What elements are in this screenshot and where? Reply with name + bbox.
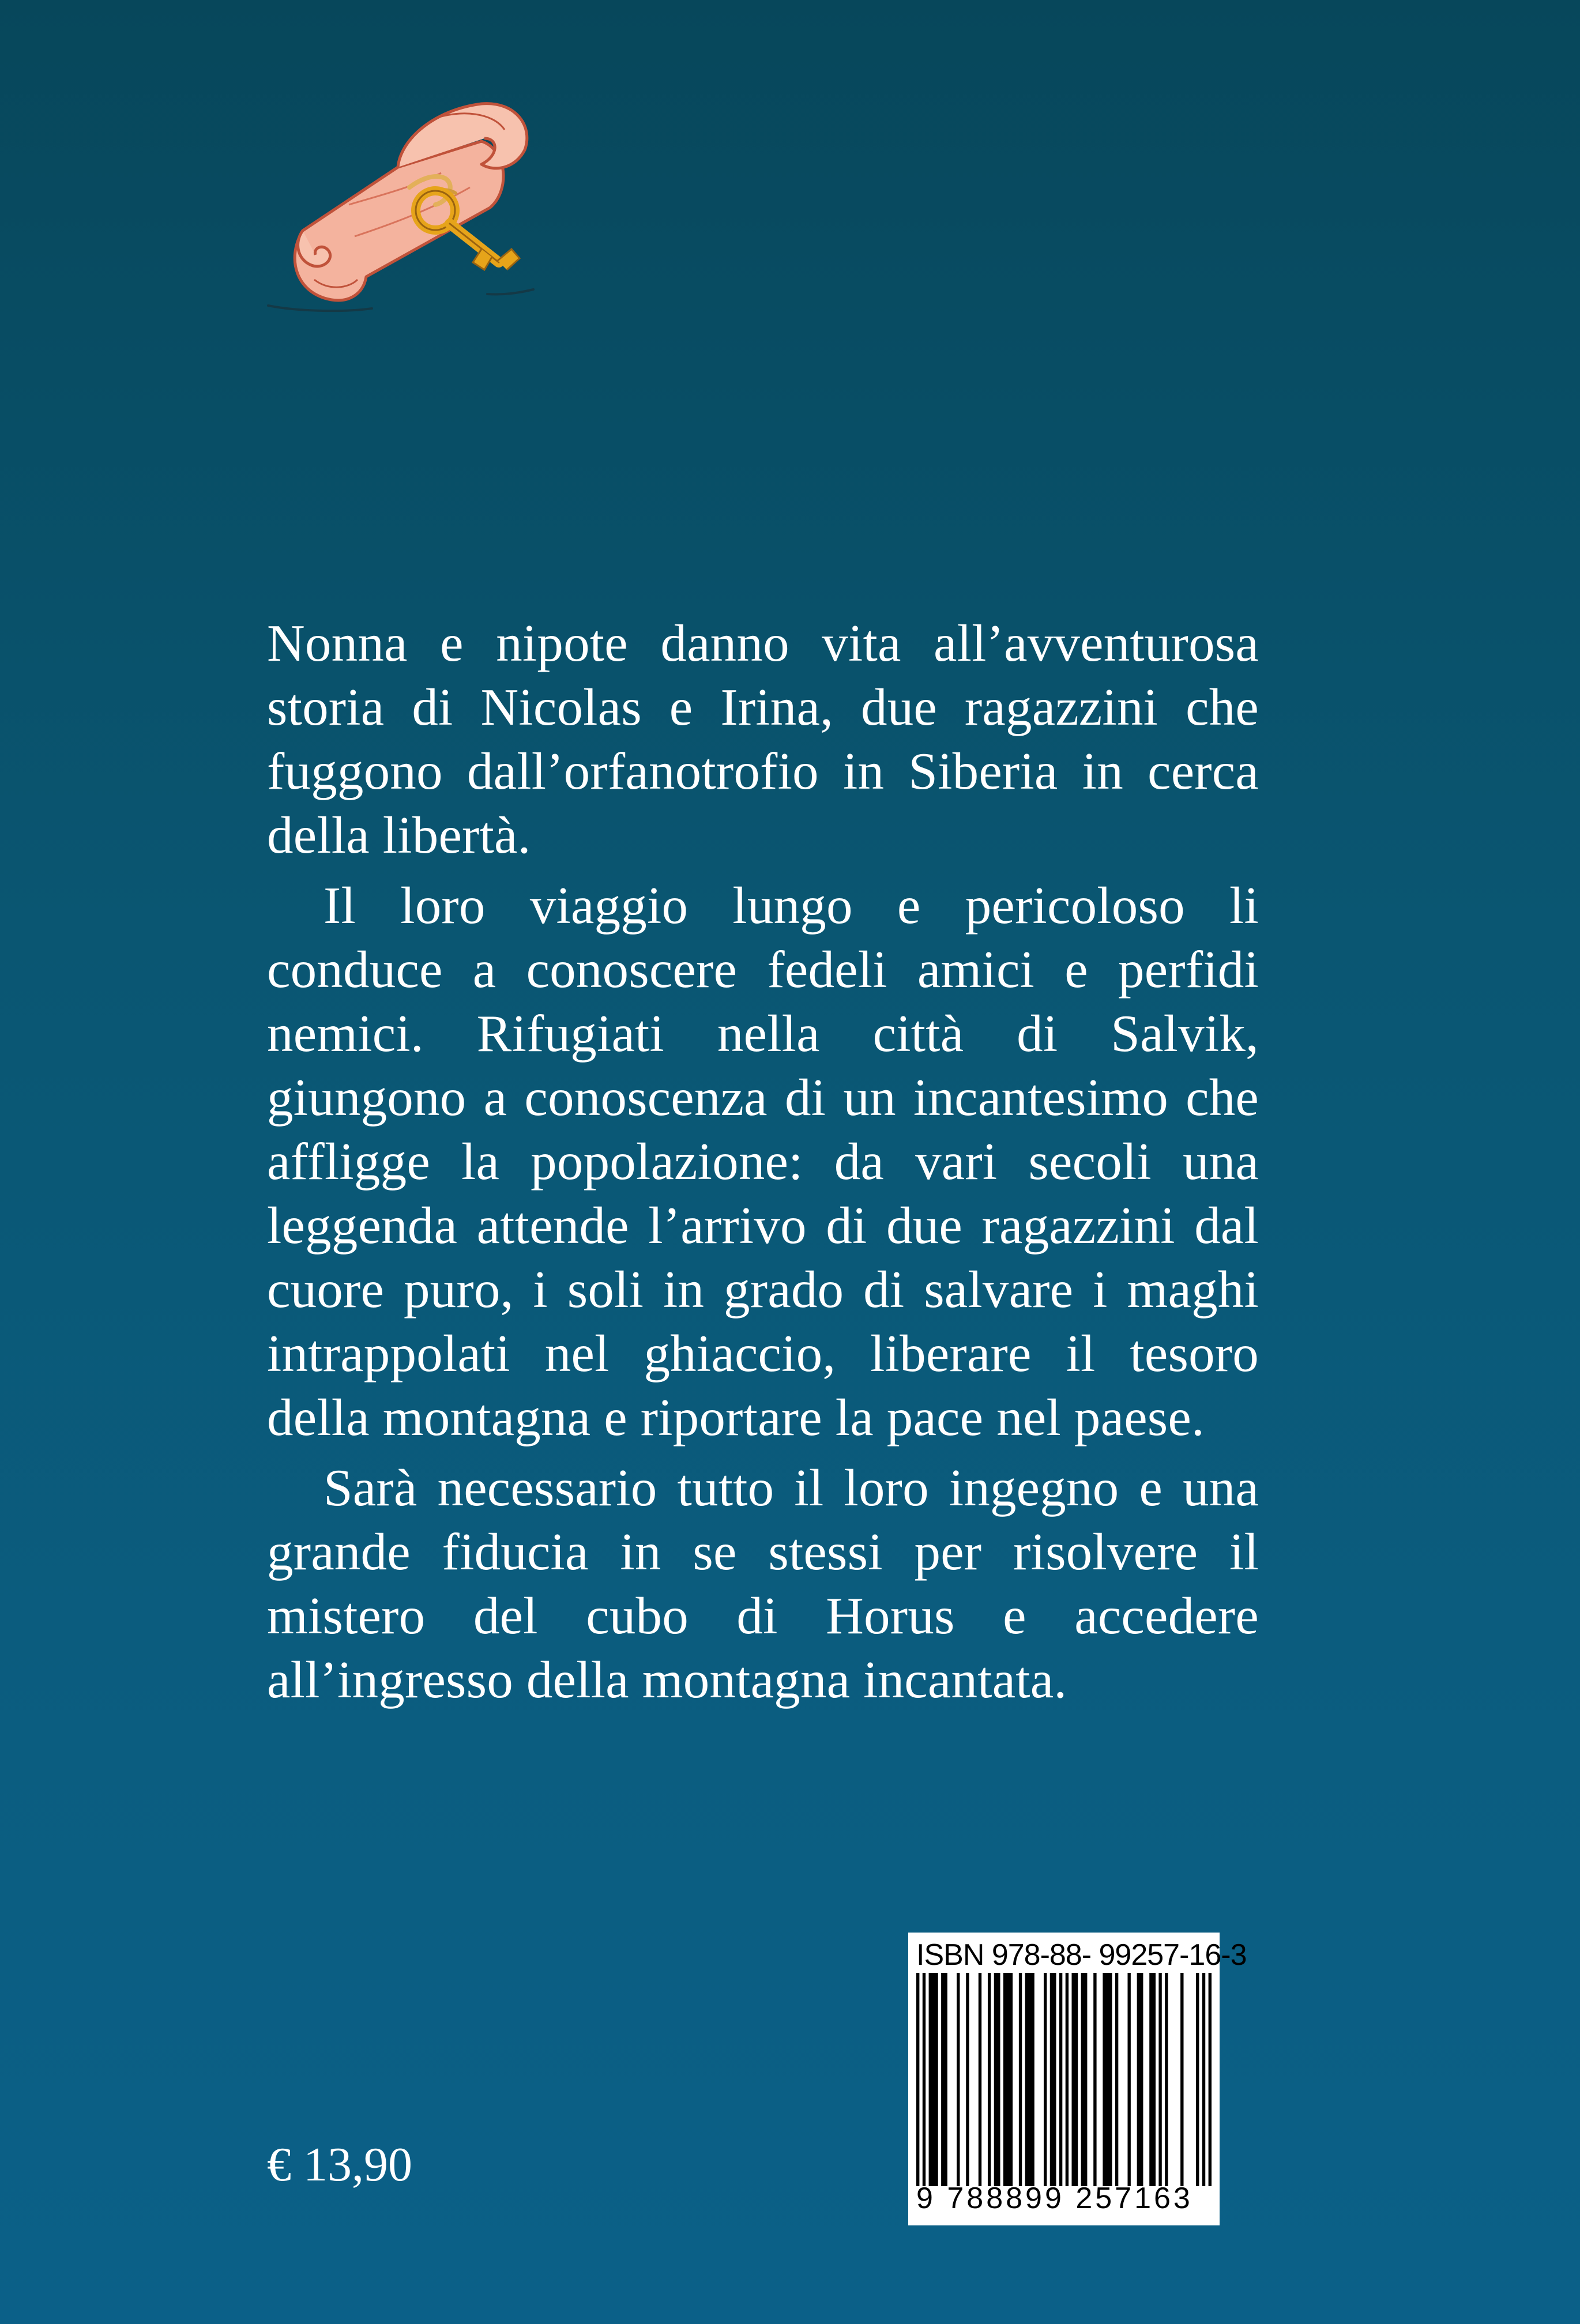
barcode-bar bbox=[1103, 1973, 1112, 2186]
scroll-with-key-icon bbox=[262, 86, 574, 323]
barcode-bar bbox=[1019, 1973, 1022, 2186]
barcode-bar bbox=[1127, 1973, 1130, 2186]
barcode-bar bbox=[941, 1973, 947, 2186]
barcode-bar bbox=[1137, 1973, 1143, 2186]
barcode-bar bbox=[1071, 1973, 1078, 2186]
barcode-bar bbox=[923, 1973, 926, 2186]
isbn-number: ISBN 978-88- 99257-16-3 bbox=[916, 1938, 1247, 1972]
blurb-paragraph-3: Sarà necessario tutto il loro ingegno e una grande fiducia in se stessi per risolvere il mistero del cubo di Horus e accedere all’ingresso della montagna incantata. bbox=[267, 1459, 1259, 1709]
barcode-bar bbox=[916, 1973, 919, 2186]
barcode-bar bbox=[979, 1973, 981, 2186]
barcode-bar bbox=[966, 1973, 969, 2186]
barcode-bar bbox=[1180, 1973, 1183, 2186]
barcode-bar bbox=[957, 1973, 960, 2186]
barcode-bar bbox=[1158, 1973, 1161, 2186]
barcode-bar bbox=[1050, 1973, 1056, 2186]
barcode-bar bbox=[1149, 1973, 1156, 2186]
barcode-bar bbox=[1059, 1973, 1062, 2186]
barcode-bar bbox=[1081, 1973, 1088, 2186]
barcode-bar bbox=[929, 1973, 938, 2186]
barcode-bar bbox=[1044, 1973, 1047, 2186]
barcode-bar bbox=[1165, 1973, 1168, 2186]
barcode-bar bbox=[1202, 1973, 1205, 2186]
barcode-bar bbox=[988, 1973, 991, 2186]
blurb-paragraph-1: Nonna e nipote danno vita all’avventurosa storia di Nicolas e Irina, due ragazzini che fuggono dall’orfanotrofio in Siberia in cerca della libertà. bbox=[267, 614, 1259, 864]
price-label: € 13,90 bbox=[267, 2138, 412, 2191]
barcode-bar bbox=[994, 1973, 1000, 2186]
barcode-bar bbox=[1209, 1973, 1212, 2186]
barcode-bar bbox=[1003, 1973, 1013, 2186]
barcode-bar bbox=[1196, 1973, 1199, 2186]
ean-digits: 9 788899 257163 bbox=[916, 2182, 1193, 2215]
book-blurb bbox=[267, 611, 1259, 1712]
isbn-barcode bbox=[908, 1933, 1247, 2225]
barcode-bar bbox=[1093, 1973, 1096, 2186]
barcode-bar bbox=[1115, 1973, 1118, 2186]
barcode-bar bbox=[1066, 1973, 1069, 2186]
barcode-bars bbox=[916, 1973, 1212, 2186]
blurb-paragraph-2: Il loro viaggio lungo e pericoloso li conduce a conoscere fedeli amici e perfidi nemici. Rifugiati nella città di Salvik, giungono a conoscenza di un incantesimo che affligge la popolazione: da vari secoli una leggenda attende l’arrivo di due ragazzini dal cuore puro, i soli in grado di salvare i maghi intrappolati nel ghiaccio, liberare il tesoro della montagna e riportare la pace nel paese. bbox=[267, 876, 1259, 1447]
barcode-bar bbox=[1025, 1973, 1034, 2186]
